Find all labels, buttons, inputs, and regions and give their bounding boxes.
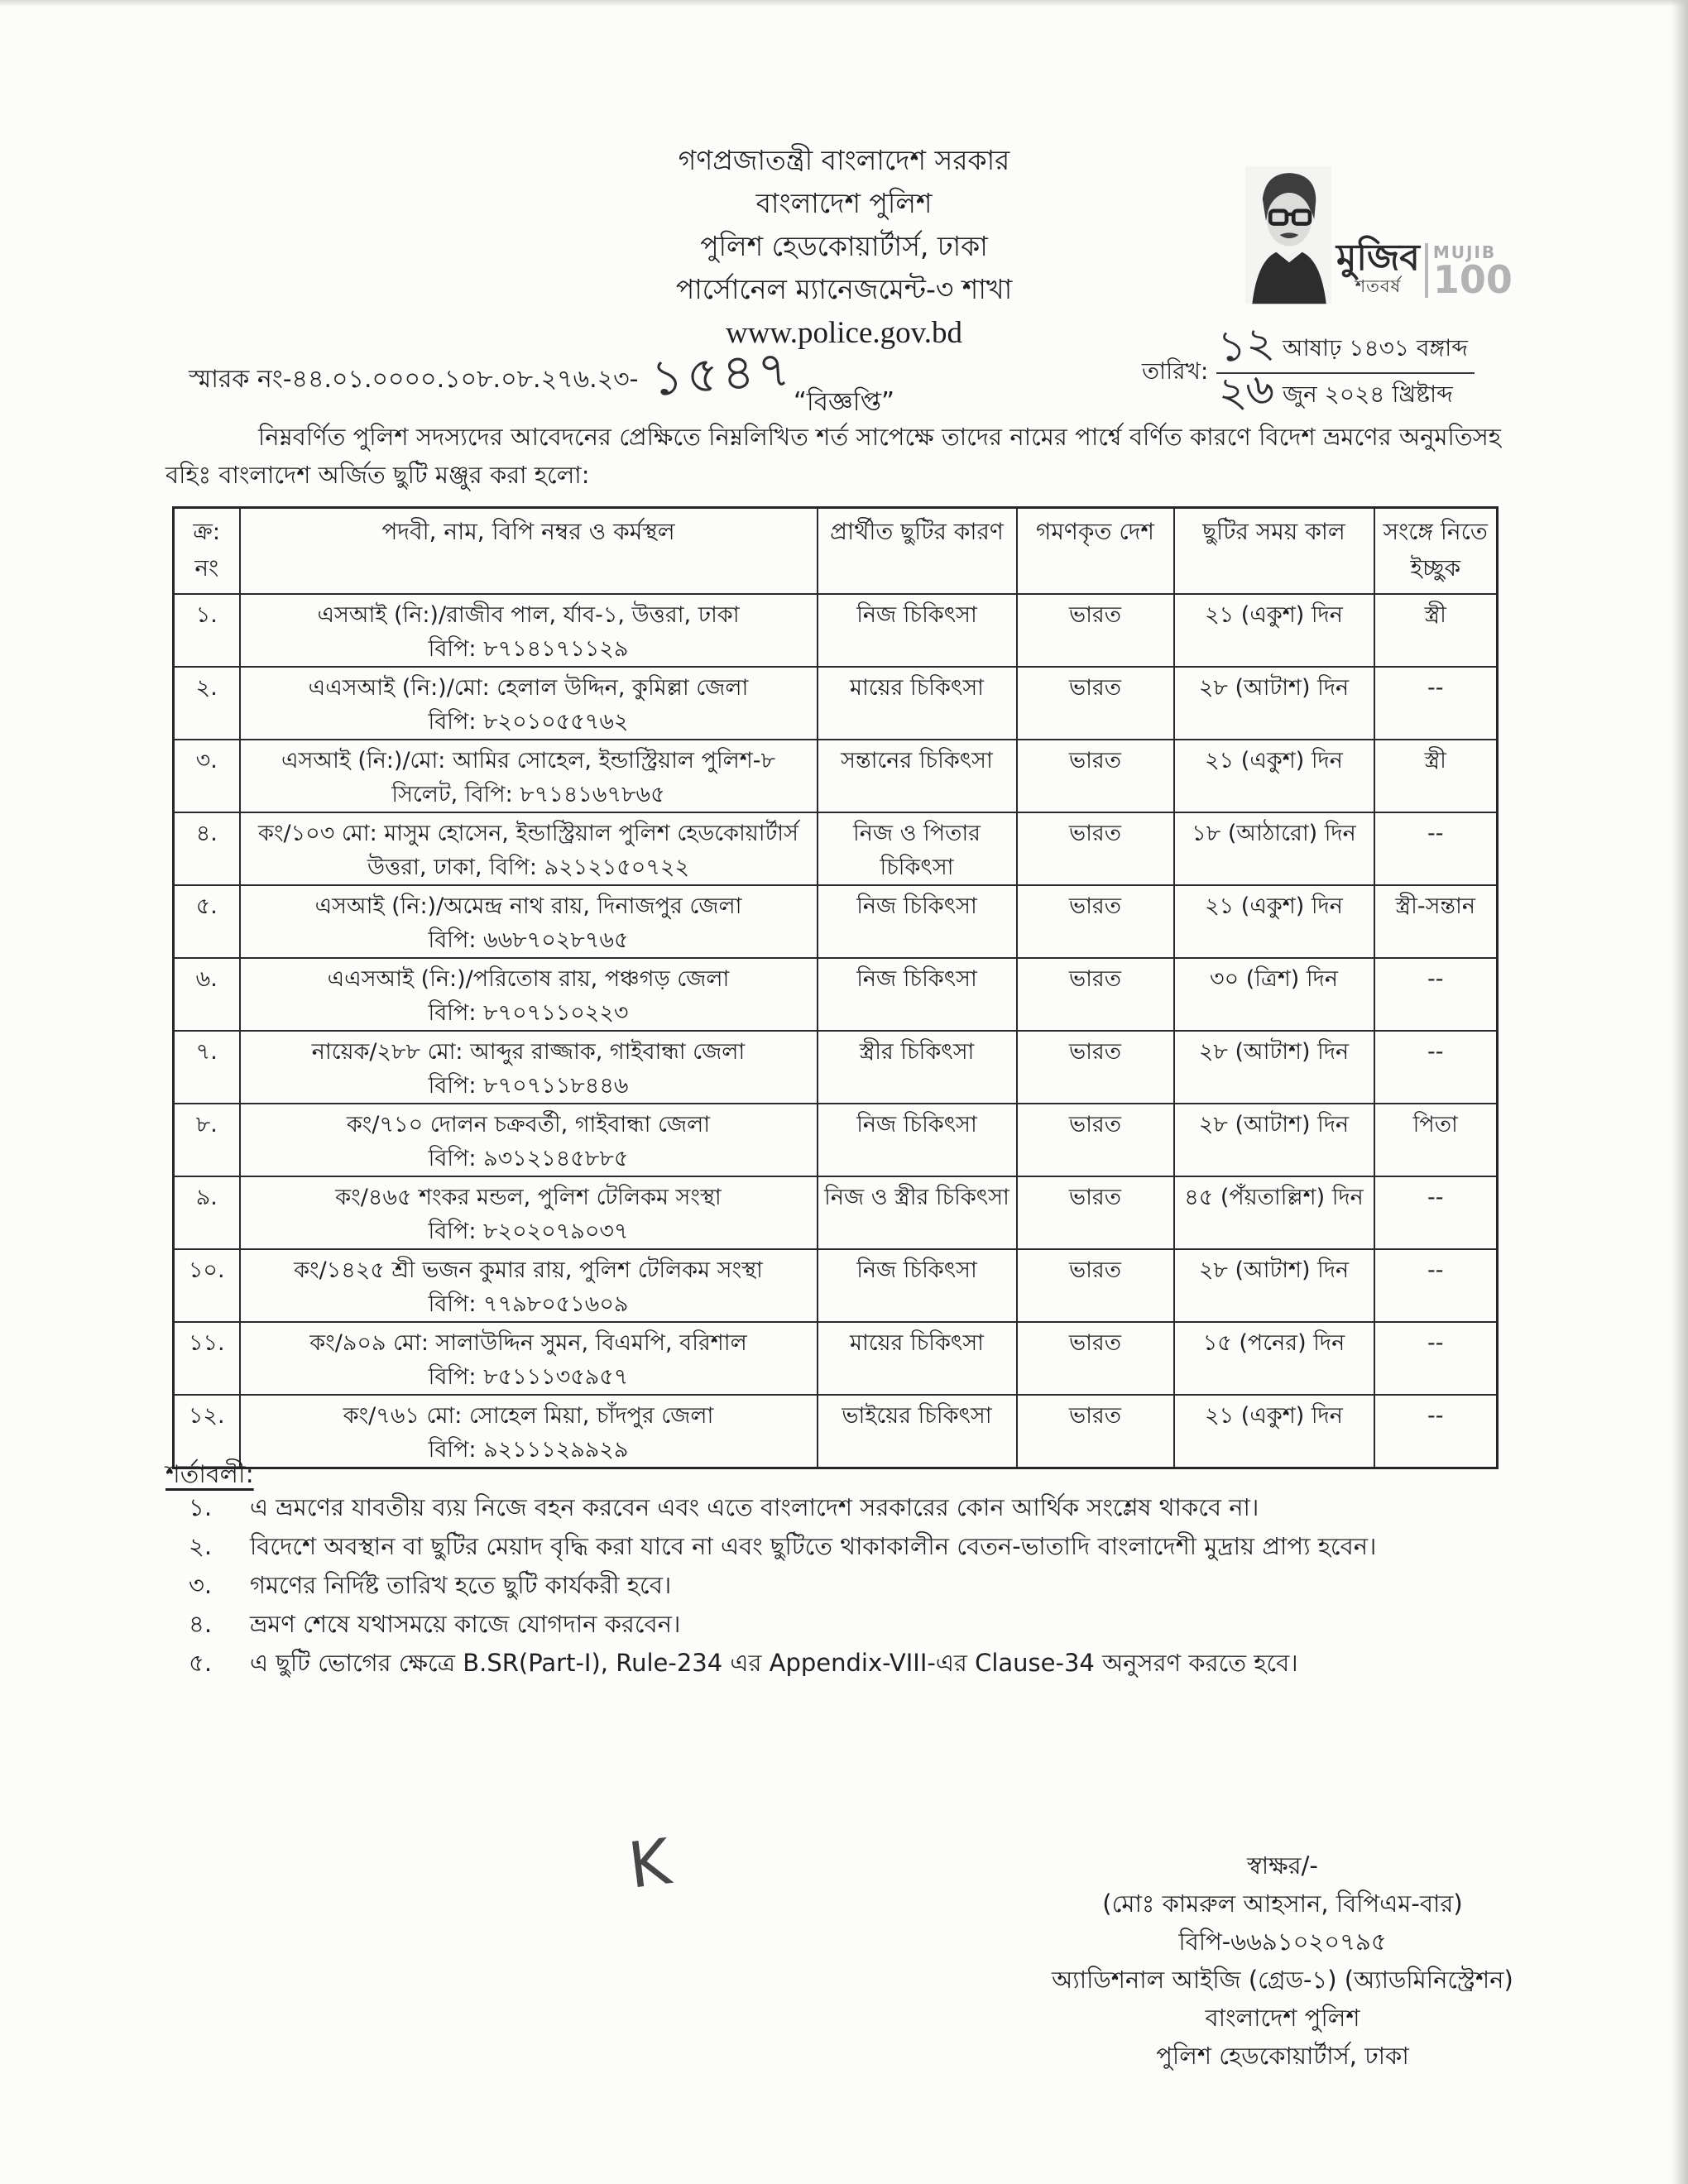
table-row [174, 1249, 1498, 1322]
col-header-companion: সংঙ্গে নিতে ইচ্ছুক [1374, 508, 1498, 595]
companion-cell: -- [1374, 1395, 1498, 1468]
country-cell: ভারত [1017, 1176, 1174, 1249]
signatory-name: (মোঃ কামরুল আহসান, বিপিএম-বার) [1102, 1889, 1463, 1918]
condition-item [189, 1494, 1546, 1521]
government-name: গণপ্রজাতন্ত্রী বাংলাদেশ সরকার [678, 144, 1010, 176]
serial-cell: ৪. [174, 812, 240, 885]
date-label: তারিখ: [1142, 357, 1209, 385]
memo-number-label: স্মারক নং-৪৪.০১.০০০০.১০৮.০৮.২৭৬.২৩- [189, 365, 639, 394]
col-header-name: পদবী, নাম, বিপি নম্বর ও কর্মস্থল [240, 508, 818, 595]
col-header-reason: প্রার্থীত ছুটির কারণ [818, 508, 1017, 595]
k-mark-handwritten: K [624, 1824, 675, 1903]
reason-cell: নিজ চিকিৎসা [818, 1249, 1017, 1322]
companion-cell: -- [1374, 667, 1498, 740]
col-header-serial: ক্র: নং [174, 508, 240, 595]
table-header-row [174, 508, 1498, 595]
condition-text: গমণের নির্দিষ্ট তারিখ হতে ছুটি কার্যকরী হবে। [250, 1571, 672, 1599]
name-cell [240, 1031, 818, 1104]
name-line: এএসআই (নি:)/মো: হেলাল উদ্দিন, কুমিল্লা জেলা [308, 675, 749, 701]
bp-number-line: বিপি: ৭৭৯৮০৫১৬০৯ [428, 1291, 629, 1317]
notice-title: “বিজ্ঞপ্তি” [793, 387, 895, 417]
signature-label: স্বাক্ষর/- [1247, 1851, 1318, 1880]
reason-cell: নিজ চিকিৎসা [818, 594, 1017, 667]
serial-cell: ৭. [174, 1031, 240, 1104]
name-cell [240, 812, 818, 885]
name-line: নায়েক/২৮৮ মো: আব্দুর রাজ্জাক, গাইবান্ধা জেলা [311, 1039, 746, 1065]
table-row [174, 885, 1498, 958]
date-day-gregorian-handwritten: ২৬ [1216, 363, 1277, 419]
duration-cell: ২৮ (আটাশ) দিন [1174, 1104, 1374, 1176]
condition-number: ৪. [189, 1610, 213, 1638]
serial-cell: ১০. [174, 1249, 240, 1322]
signatory-designation: অ্যাডিশনাল আইজি (গ্রেড-১) (অ্যাডমিনিস্ট্রেশন) [1052, 1966, 1513, 1994]
name-line: কং/১০৩ মো: মাসুম হোসেন, ইন্ডাস্ট্রিয়াল পুলিশ হেডকোয়ার্টার্স [258, 821, 798, 846]
leave-table-body [174, 594, 1498, 1468]
table-row [174, 1104, 1498, 1176]
bp-number-line: বিপি: ৮৭০৭১১৮৪৪৬ [428, 1073, 629, 1099]
condition-text: এ ছুটি ভোগের ক্ষেত্রে B.SR(Part-I), Rule-234 এর Appendix-VIII-এর Clause-34 অনুসরণ করতে হবে। [250, 1649, 1298, 1677]
logo-100: 100 [1432, 257, 1513, 302]
name-line: এএসআই (নি:)/পরিতোষ রায়, পঞ্চগড় জেলা [327, 966, 730, 992]
name-line: কং/৭১০ দোলন চক্রবর্তী, গাইবান্ধা জেলা [346, 1112, 711, 1138]
condition-number: ৫. [189, 1649, 213, 1677]
organization-name: বাংলাদেশ পুলিশ [755, 187, 933, 219]
table-row [174, 594, 1498, 667]
reason-cell: নিজ চিকিৎসা [818, 958, 1017, 1031]
table-row [174, 1395, 1498, 1468]
date-gregorian-text: জুন ২০২৪ খ্রিষ্টাব্দ [1283, 381, 1453, 408]
mujib-100-logo [1245, 147, 1513, 304]
condition-number: ১. [189, 1493, 213, 1521]
companion-cell: স্ত্রী [1374, 740, 1498, 812]
branch-name: পার্সোনেল ম্যানেজমেন্ট-৩ শাখা [675, 273, 1013, 305]
condition-item [189, 1650, 1546, 1677]
duration-cell: ২১ (একুশ) দিন [1174, 1395, 1374, 1468]
reason-cell: নিজ চিকিৎসা [818, 1104, 1017, 1176]
name-line: কং/৯০৯ মো: সালাউদ্দিন সুমন, বিএমপি, বরিশাল [309, 1330, 747, 1356]
reason-cell: মায়ের চিকিৎসা [818, 667, 1017, 740]
name-cell [240, 1322, 818, 1395]
conditions-list [189, 1494, 1546, 1688]
condition-item [189, 1533, 1546, 1560]
reason-cell: মায়ের চিকিৎসা [818, 1322, 1017, 1395]
duration-cell: ১৮ (আঠারো) দিন [1174, 812, 1374, 885]
serial-cell: ৫. [174, 885, 240, 958]
signature-block [1038, 1846, 1527, 2075]
table-row [174, 958, 1498, 1031]
name-cell [240, 1395, 818, 1468]
notice-intro: নিম্নবর্ণিত পুলিশ সদস্যদের আবেদনের প্রেক্ষিতে নিম্নলিখিত শর্ত সাপেক্ষে তাদের নামের পার্শ্বে বর্ণিত কারণে বিদেশ ভ্রমণের অনুমতিসহ বহিঃ বাংলাদেশ অর্জিত ছুটি মঞ্জুর করা হলো: [165, 423, 1501, 489]
table-row [174, 667, 1498, 740]
name-line: কং/৭৬১ মো: সোহেল মিয়া, চাঁদপুর জেলা [343, 1403, 714, 1429]
date-bangla-text: আষাঢ় ১৪৩১ বঙ্গাব্দ [1282, 334, 1468, 362]
bp-number-line: বিপি: ৮২০২০৭৯০৩৭ [428, 1219, 629, 1244]
duration-cell: ২৮ (আটাশ) দিন [1174, 1031, 1374, 1104]
bp-number-line: বিপি: ৮২০১০৫৫৭৬২ [428, 709, 629, 735]
companion-cell: -- [1374, 1249, 1498, 1322]
table-row [174, 1176, 1498, 1249]
col-header-duration: ছুটির সময় কাল [1174, 508, 1374, 595]
country-cell: ভারত [1017, 812, 1174, 885]
companion-cell: স্ত্রী [1374, 594, 1498, 667]
duration-cell: ২১ (একুশ) দিন [1174, 740, 1374, 812]
signatory-office: পুলিশ হেডকোয়ার্টার্স, ঢাকা [1156, 2042, 1409, 2070]
condition-item [189, 1611, 1546, 1638]
name-cell [240, 594, 818, 667]
name-line: কং/১৪২৫ শ্রী ভজন কুমার রায়, পুলিশ টেলিকম সংস্থা [294, 1257, 763, 1283]
country-cell: ভারত [1017, 1031, 1174, 1104]
bp-number-line: বিপি: ৮৭০৭১১০২২৩ [428, 1000, 629, 1026]
companion-cell: -- [1374, 1031, 1498, 1104]
duration-cell: ১৫ (পনের) দিন [1174, 1322, 1374, 1395]
name-cell [240, 740, 818, 812]
condition-text: এ ভ্রমণের যাবতীয় ব্যয় নিজে বহন করবেন এবং এতে বাংলাদেশ সরকারের কোন আর্থিক সংশ্লেষ থাকবে না। [250, 1493, 1259, 1521]
condition-text: ভ্রমণ শেষে যথাসময়ে কাজে যোগদান করবেন। [250, 1610, 681, 1638]
duration-cell: ২৮ (আটাশ) দিন [1174, 667, 1374, 740]
bp-number-line: সিলেট, বিপি: ৮৭১৪১৬৭৮৬৫ [391, 782, 665, 807]
table-row [174, 740, 1498, 812]
country-cell: ভারত [1017, 1322, 1174, 1395]
companion-cell: -- [1374, 1176, 1498, 1249]
companion-cell: -- [1374, 812, 1498, 885]
reason-cell: নিজ চিকিৎসা [818, 885, 1017, 958]
duration-cell: ২১ (একুশ) দিন [1174, 885, 1374, 958]
name-cell [240, 958, 818, 1031]
name-cell [240, 885, 818, 958]
scan-edge-top [0, 0, 1688, 7]
mujib-portrait-image [1245, 165, 1331, 304]
bp-number-line: বিপি: ৯২১১১২৯৯২৯ [428, 1437, 629, 1463]
name-cell [240, 1176, 818, 1249]
serial-cell: ১. [174, 594, 240, 667]
reason-cell: ভাইয়ের চিকিৎসা [818, 1395, 1017, 1468]
signatory-organization: বাংলাদেশ পুলিশ [1205, 2004, 1360, 2032]
name-line: এসআই (নি:)/রাজীব পাল, র্যাব-১, উত্তরা, ঢাকা [317, 602, 740, 628]
bp-number-line: বিপি: ৯৩১২১৪৫৮৮৫ [428, 1146, 629, 1171]
duration-cell: ৪৫ (পঁয়তাল্লিশ) দিন [1174, 1176, 1374, 1249]
duration-cell: ৩০ (ত্রিশ) দিন [1174, 958, 1374, 1031]
logo-title: মুজিব [1336, 237, 1420, 279]
table-row [174, 1031, 1498, 1104]
serial-cell: ১১. [174, 1322, 240, 1395]
memo-number-handwritten: ১৫৪৭ [649, 340, 796, 408]
reason-cell: সন্তানের চিকিৎসা [818, 740, 1017, 812]
logo-en-text [1425, 242, 1513, 302]
condition-item [189, 1572, 1546, 1599]
logo-bn-text [1336, 237, 1420, 296]
name-line: এসআই (নি:)/অমেন্দ্র নাথ রায়, দিনাজপুর জেলা [314, 893, 742, 919]
leave-table [172, 506, 1499, 1469]
serial-cell: ৩. [174, 740, 240, 812]
conditions-heading: শর্তাবলী: [165, 1460, 254, 1489]
table-row [174, 1322, 1498, 1395]
country-cell: ভারত [1017, 667, 1174, 740]
name-line: কং/৪৬৫ শংকর মন্ডল, পুলিশ টেলিকম সংস্থা [335, 1185, 722, 1210]
website-text: www.police.gov.bd [725, 316, 962, 350]
serial-cell: ৯. [174, 1176, 240, 1249]
duration-cell: ২১ (একুশ) দিন [1174, 594, 1374, 667]
country-cell: ভারত [1017, 740, 1174, 812]
serial-cell: ১২. [174, 1395, 240, 1468]
name-cell [240, 667, 818, 740]
serial-cell: ৬. [174, 958, 240, 1031]
companion-cell: -- [1374, 958, 1498, 1031]
bp-number-line: বিপি: ৮৫১১১৩৫৯৫৭ [428, 1364, 629, 1390]
reason-cell: নিজ ও স্ত্রীর চিকিৎসা [818, 1176, 1017, 1249]
signatory-bp-number: বিপি-৬৬৯১০২০৭৯৫ [1178, 1928, 1387, 1956]
date-day-bangla-handwritten: ১২ [1216, 317, 1277, 373]
name-line: এসআই (নি:)/মো: আমির সোহেল, ইন্ডাস্ট্রিয়াল পুলিশ-৮ [281, 748, 776, 774]
name-cell [240, 1104, 818, 1176]
bp-number-line: বিপি: ৮৭১৪১৭১১২৯ [428, 636, 629, 662]
companion-cell: স্ত্রী-সন্তান [1374, 885, 1498, 958]
reason-cell: নিজ ও পিতার চিকিৎসা [818, 812, 1017, 885]
reason-cell: স্ত্রীর চিকিৎসা [818, 1031, 1017, 1104]
bp-number-line: উত্তরা, ঢাকা, বিপি: ৯২১২১৫০৭২২ [367, 855, 690, 880]
condition-text: বিদেশে অবস্থান বা ছুটির মেয়াদ বৃদ্ধি করা যাবে না এবং ছুটিতে থাকাকালীন বেতন-ভাতাদি বাংলাদেশী মুদ্রায় প্রাপ্য হবেন। [250, 1532, 1377, 1560]
country-cell: ভারত [1017, 958, 1174, 1031]
country-cell: ভারত [1017, 1249, 1174, 1322]
name-cell [240, 1249, 818, 1322]
companion-cell: -- [1374, 1322, 1498, 1395]
companion-cell: পিতা [1374, 1104, 1498, 1176]
serial-cell: ৮. [174, 1104, 240, 1176]
serial-cell: ২. [174, 667, 240, 740]
bp-number-line: বিপি: ৬৬৮৭০২৮৭৬৫ [428, 927, 629, 953]
country-cell: ভারত [1017, 1395, 1174, 1468]
condition-number: ৩. [189, 1571, 213, 1599]
country-cell: ভারত [1017, 594, 1174, 667]
logo-mujib-en: MUJIB [1432, 242, 1497, 262]
country-cell: ভারত [1017, 1104, 1174, 1176]
table-row [174, 812, 1498, 885]
condition-number: ২. [189, 1532, 213, 1560]
country-cell: ভারত [1017, 885, 1174, 958]
office-name: পুলিশ হেডকোয়ার্টার্স, ঢাকা [700, 230, 988, 262]
logo-subtitle: শতবর্ষ [1355, 276, 1402, 296]
col-header-country: গমণকৃত দেশ [1017, 508, 1174, 595]
duration-cell: ২৮ (আটাশ) দিন [1174, 1249, 1374, 1322]
